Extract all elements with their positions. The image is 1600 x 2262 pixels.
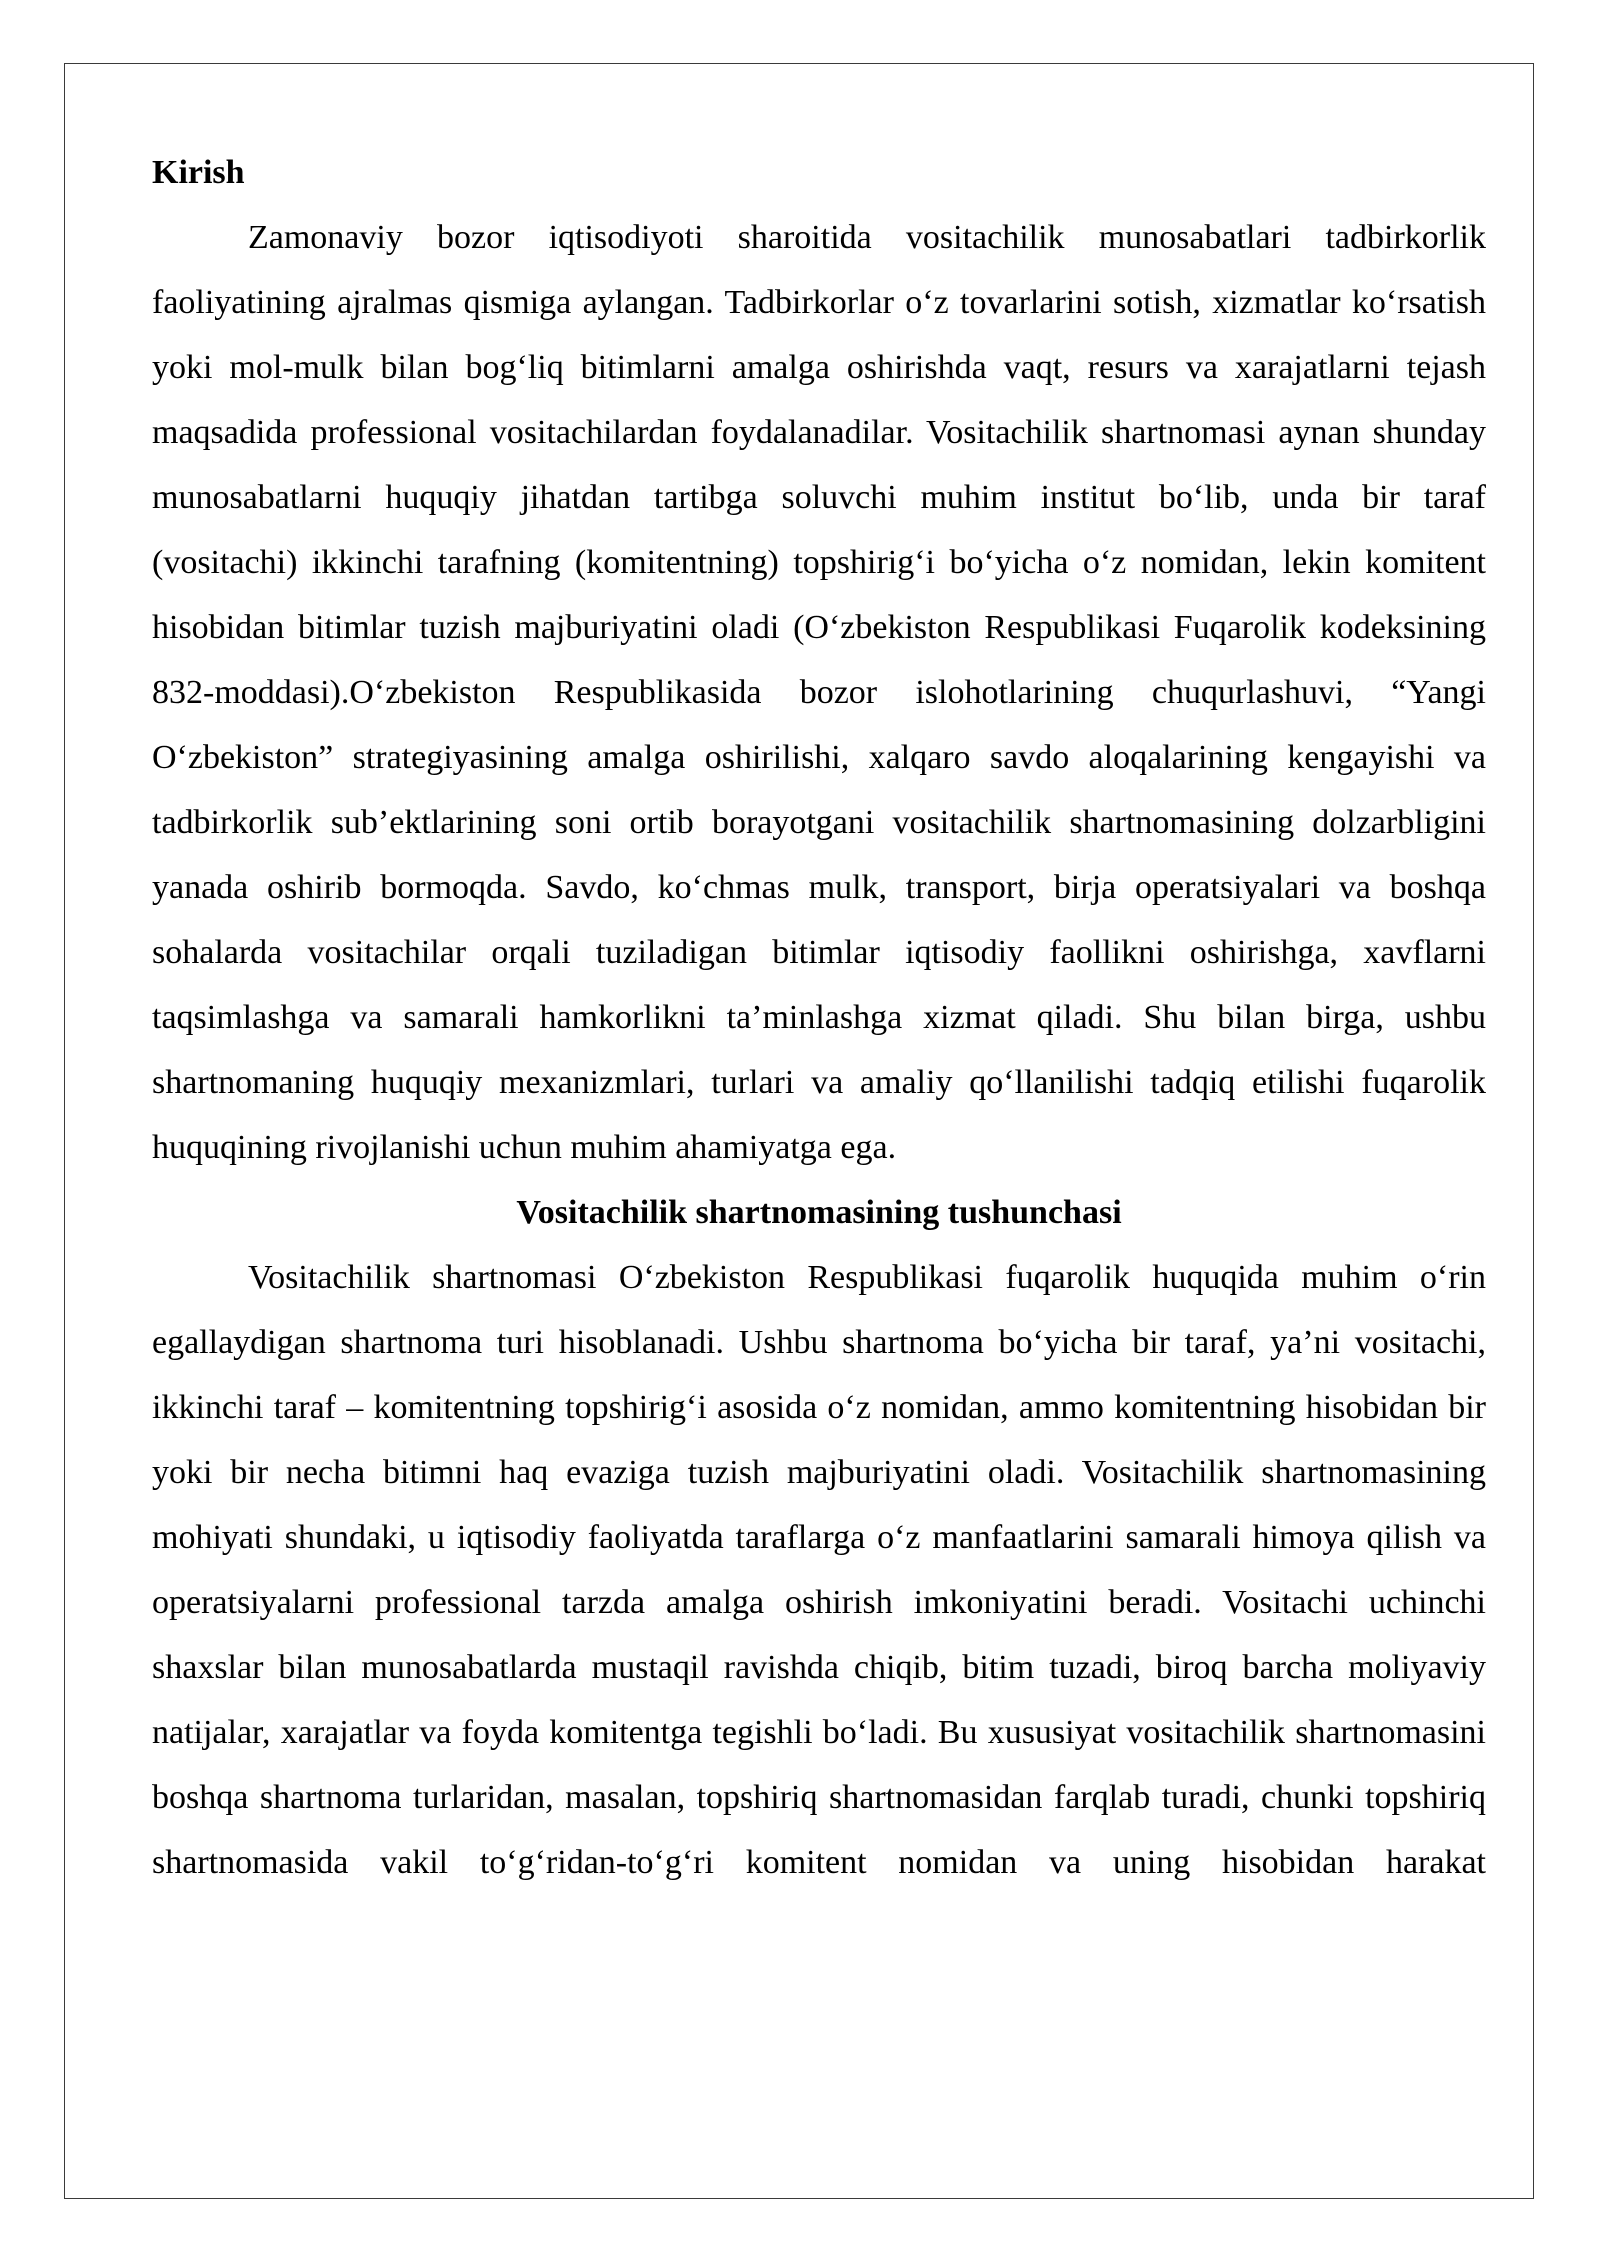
section-heading-intro: Kirish bbox=[152, 154, 245, 191]
document-body bbox=[152, 140, 1486, 1895]
intro-paragraph: Zamonaviy bozor iqtisodiyoti sharoitida vositachilik munosabatlari tadbirkorlik faoliyatining ajralmas qismiga aylangan. Tadbirkorlar o‘z tovarlarini sotish, xizmatlar ko‘rsatish yoki mol-mulk bilan bog‘liq bitimlarni amalga oshirishda vaqt, resurs va xarajatlarni tejash maqsadida professional vositachilardan foydalanadilar. Vositachilik shartnomasi aynan shunday munosabatlarni huquqiy jihatdan tartibga soluvchi muhim institut bo‘lib, unda bir taraf (vositachi) ikkinchi tarafning (komitentning) topshirig‘i bo‘yicha o‘z nomidan, lekin komitent hisobidan bitimlar tuzish majburiyatini oladi (O‘zbekiston Respublikasi Fuqarolik kodeksining 832-moddasi).O‘zbekiston Respublikasida bozor islohotlarining chuqurlashuvi, “Yangi O‘zbekiston” strategiyasining amalga oshirilishi, xalqaro savdo aloqalarining kengayishi va tadbirkorlik sub’ektlarining soni ortib borayotgani vositachilik shartnomasining dolzarbligini yanada oshirib bormoqda. Savdo, ko‘chmas mulk, transport, birja operatsiyalari va boshqa sohalarda vositachilar orqali tuziladigan bitimlar iqtisodiy faollikni oshirishga, xavflarni taqsimlashga va samarali hamkorlikni ta’minlashga xizmat qiladi. Shu bilan birga, ushbu shartnomaning huquqiy mexanizmlari, turlari va amaliy qo‘llanilishi tadqiq etilishi fuqarolik huquqining rivojlanishi uchun muhim ahamiyatga ega. bbox=[152, 219, 1486, 1166]
section-heading-concept: Vositachilik shartnomasining tushunchasi bbox=[516, 1194, 1122, 1231]
concept-paragraph: Vositachilik shartnomasi O‘zbekiston Respublikasi fuqarolik huquqida muhim o‘rin egallaydigan shartnoma turi hisoblanadi. Ushbu shartnoma bo‘yicha bir taraf, ya’ni vositachi, ikkinchi taraf – komitentning topshirig‘i asosida o‘z nomidan, ammo komitentning hisobidan bir yoki bir necha bitimni haq evaziga tuzish majburiyatini oladi. Vositachilik shartnomasining mohiyati shundaki, u iqtisodiy faoliyatda taraflarga o‘z manfaatlarini samarali himoya qilish va operatsiyalarni professional tarzda amalga oshirish imkoniyatini beradi. Vositachi uchinchi shaxslar bilan munosabatlarda mustaqil ravishda chiqib, bitim tuzadi, biroq barcha moliyaviy natijalar, xarajatlar va foyda komitentga tegishli bo‘ladi. Bu xususiyat vositachilik shartnomasini boshqa shartnoma turlaridan, masalan, topshiriq shartnomasidan farqlab turadi, chunki topshiriq shartnomasida vakil to‘g‘ridan-to‘g‘ri komitent nomidan va uning hisobidan harakat bbox=[152, 1259, 1486, 1881]
